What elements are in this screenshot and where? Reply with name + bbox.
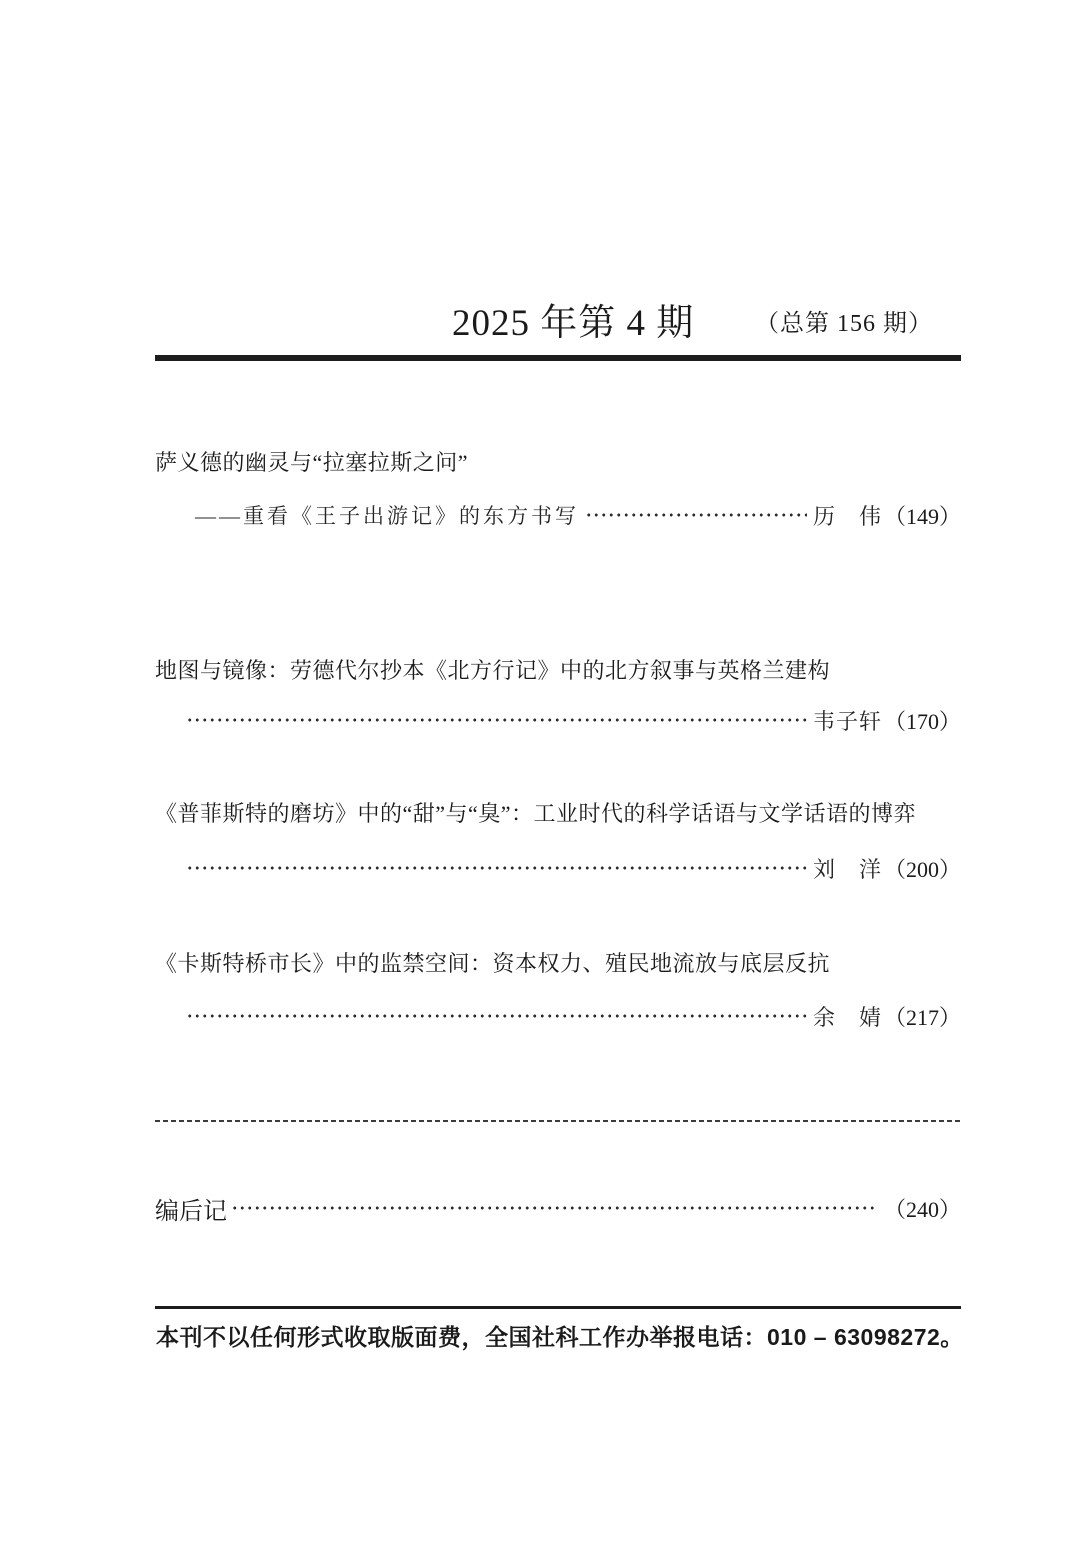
article-author: 韦子轩	[812, 708, 882, 734]
article-author: 历 伟	[812, 503, 882, 529]
postscript-row	[155, 1192, 961, 1224]
dot-leader	[186, 714, 807, 726]
article-page-number: （200）	[883, 856, 961, 882]
article-page-number: （217）	[883, 1004, 961, 1030]
toc-entry	[155, 656, 961, 735]
dot-leader	[186, 1010, 807, 1022]
postscript-page-number: （240）	[883, 1196, 961, 1222]
section-divider-dashed	[155, 1120, 961, 1122]
toc-entry	[155, 799, 961, 883]
header-rule	[155, 355, 961, 361]
footer-rule	[155, 1306, 961, 1309]
toc-entry-leader-row	[155, 853, 961, 883]
article-title: 地图与镜像：劳德代尔抄本《北方行记》中的北方叙事与英格兰建构	[155, 658, 831, 683]
article-author: 余 婧	[812, 1004, 882, 1030]
article-title: 《普菲斯特的磨坊》中的“甜”与“臭”：工业时代的科学话语与文学话语的博弈	[155, 801, 917, 826]
issue-number: 2025 年第 4 期	[452, 303, 695, 344]
dot-leader	[585, 509, 807, 521]
article-page-number: （170）	[883, 708, 961, 734]
article-page-number: （149）	[883, 503, 961, 529]
article-author: 刘 洋	[812, 856, 882, 882]
footer-notice: 本刊不以任何形式收取版面费，全国社科工作办举报电话：010 – 63098272。	[156, 1324, 964, 1350]
toc-entry-leader-row	[155, 705, 961, 735]
article-title: 萨义德的幽灵与“拉塞拉斯之问”	[155, 450, 469, 475]
postscript-title: 编后记	[155, 1198, 227, 1225]
toc-entry	[155, 949, 961, 1031]
toc-entry	[155, 448, 961, 530]
dot-leader	[186, 862, 807, 874]
article-title: 《卡斯特桥市长》中的监禁空间：资本权力、殖民地流放与底层反抗	[155, 951, 831, 976]
toc-entry-leader-row	[155, 500, 961, 530]
volume-number: （总第 156 期）	[755, 311, 933, 337]
article-subtitle: ——重看《王子出游记》的东方书写	[195, 504, 579, 528]
dot-leader	[231, 1202, 878, 1214]
toc-entry-leader-row	[155, 1001, 961, 1031]
